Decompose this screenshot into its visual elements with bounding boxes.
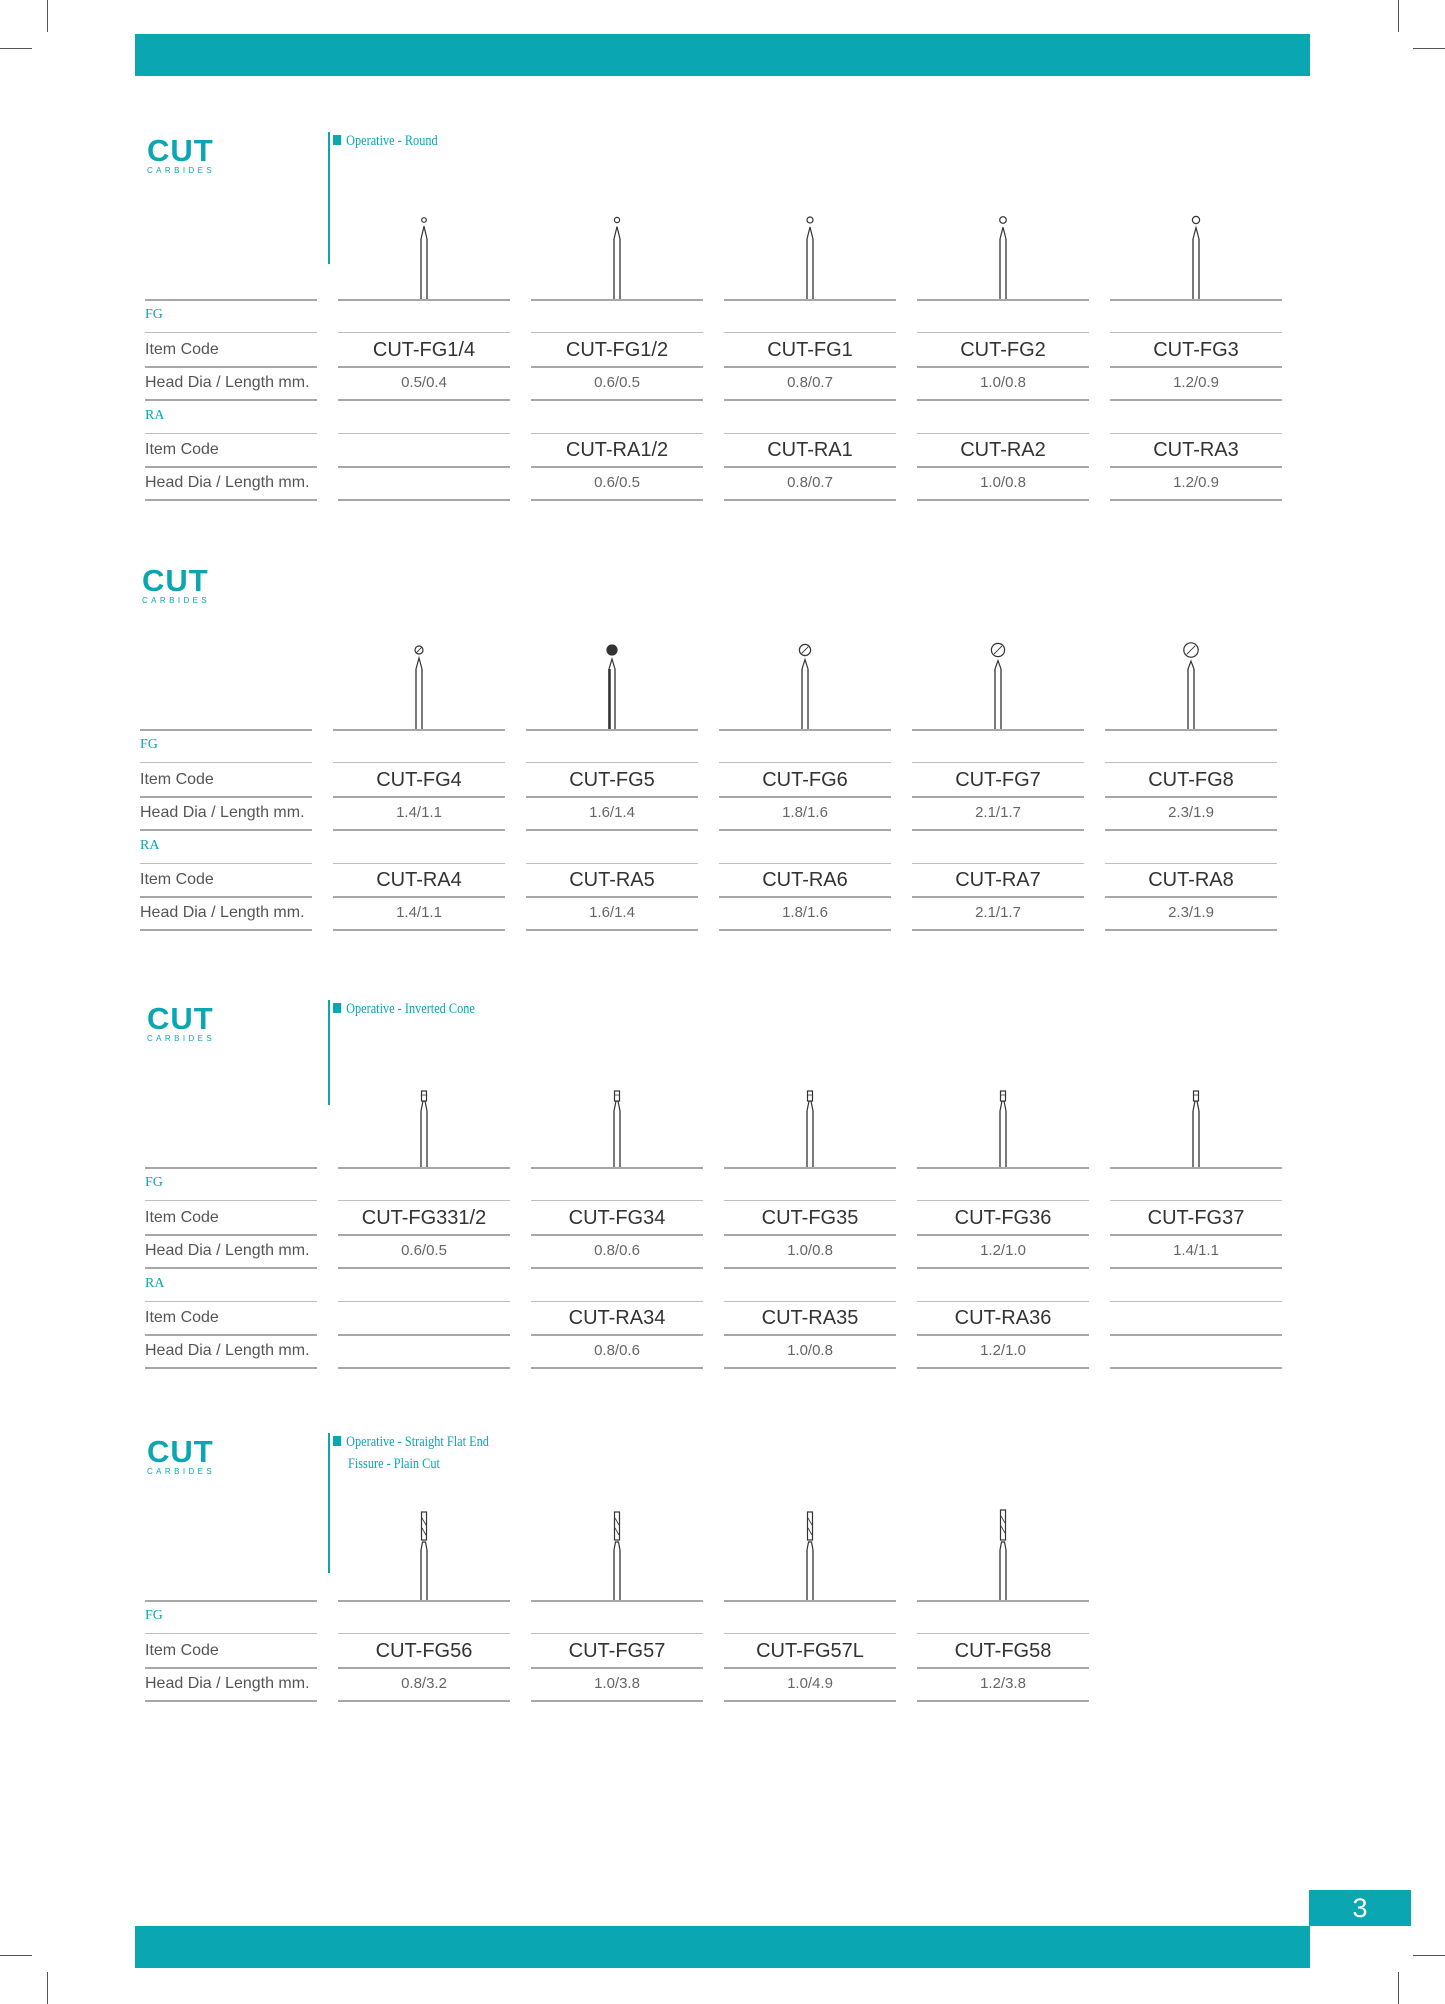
rule bbox=[912, 729, 1084, 731]
rule bbox=[917, 1267, 1089, 1269]
item-code-label: Item Code bbox=[145, 1642, 219, 1659]
rule bbox=[338, 1633, 510, 1634]
item-code bbox=[338, 434, 510, 466]
bur-cell bbox=[409, 209, 439, 299]
item-code: CUT-FG8 bbox=[1148, 769, 1234, 791]
rule bbox=[917, 1367, 1089, 1369]
rule bbox=[724, 499, 896, 501]
rule bbox=[917, 299, 1089, 301]
head-dia-label: Head Dia / Length mm. bbox=[145, 1242, 310, 1259]
rule bbox=[526, 729, 698, 731]
crop-mark bbox=[1413, 1955, 1445, 1956]
category-subtitle: Fissure - Plain Cut bbox=[348, 1456, 440, 1472]
rule bbox=[338, 299, 510, 301]
rule bbox=[719, 829, 891, 831]
head-dimension: 1.8/1.6 bbox=[782, 804, 828, 821]
item-code: CUT-FG4 bbox=[376, 769, 462, 791]
head-dimension: 1.0/4.9 bbox=[787, 1675, 833, 1692]
rule bbox=[338, 332, 510, 333]
item-code: CUT-FG57 bbox=[568, 1640, 666, 1662]
head-dimension bbox=[338, 467, 510, 499]
item-code-label: Item Code bbox=[145, 441, 219, 458]
logo-subtext: CARBIDES bbox=[147, 166, 216, 175]
item-code-label: Item Code bbox=[140, 771, 214, 788]
head-dimension: 1.0/0.8 bbox=[787, 1342, 833, 1359]
logo-word: CUT bbox=[147, 133, 214, 168]
head-dia-label: Head Dia / Length mm. bbox=[145, 1342, 310, 1359]
item-code: CUT-FG5 bbox=[569, 769, 655, 791]
head-dimension: 2.1/1.7 bbox=[975, 804, 1021, 821]
head-dimension: 1.0/0.8 bbox=[787, 1242, 833, 1259]
bur-illustration bbox=[983, 639, 1013, 729]
rule bbox=[1110, 1167, 1282, 1169]
rule bbox=[531, 1167, 703, 1169]
crop-mark bbox=[0, 1955, 32, 1956]
head-dimension: 0.6/0.5 bbox=[594, 374, 640, 391]
item-code-label: Item Code bbox=[145, 1309, 219, 1326]
rule bbox=[1105, 762, 1277, 763]
head-dimension: 1.0/0.8 bbox=[980, 374, 1026, 391]
bur-illustration bbox=[790, 639, 820, 729]
rule bbox=[1110, 399, 1282, 401]
bur-cell bbox=[790, 639, 820, 729]
head-dimension: 1.4/1.1 bbox=[396, 804, 442, 821]
item-code: CUT-RA1 bbox=[767, 439, 853, 461]
head-dimension: 2.3/1.9 bbox=[1168, 904, 1214, 921]
rule bbox=[912, 829, 1084, 831]
category-divider bbox=[328, 1000, 330, 1105]
item-code: CUT-FG1/4 bbox=[372, 339, 476, 361]
head-dimension: 1.2/1.0 bbox=[980, 1242, 1026, 1259]
item-code: CUT-FG331/2 bbox=[361, 1207, 487, 1229]
group-label: FG bbox=[145, 307, 163, 322]
bur-cell bbox=[1181, 209, 1211, 299]
group-label: RA bbox=[140, 838, 160, 853]
item-code: CUT-FG3 bbox=[1153, 339, 1239, 361]
rule bbox=[1110, 499, 1282, 501]
bur-illustration bbox=[602, 209, 632, 299]
bur-cell bbox=[602, 1510, 632, 1600]
item-code: CUT-FG57L bbox=[756, 1640, 864, 1662]
rule bbox=[1110, 299, 1282, 301]
rule bbox=[917, 1633, 1089, 1634]
rule bbox=[145, 332, 317, 333]
item-code-label: Item Code bbox=[145, 1209, 219, 1226]
head-dimension: 1.0/0.8 bbox=[980, 474, 1026, 491]
bur-cell bbox=[409, 1510, 439, 1600]
cut-carbides-logo bbox=[142, 563, 232, 610]
item-code: CUT-RA7 bbox=[955, 869, 1041, 891]
item-code bbox=[338, 1302, 510, 1334]
head-dimension bbox=[338, 1335, 510, 1367]
item-code-label: Item Code bbox=[140, 871, 214, 888]
rule bbox=[338, 1367, 510, 1369]
rule bbox=[724, 1600, 896, 1602]
crop-mark bbox=[47, 1972, 48, 2004]
category-marker bbox=[333, 135, 341, 145]
rule bbox=[724, 299, 896, 301]
rule bbox=[531, 399, 703, 401]
rule bbox=[531, 1633, 703, 1634]
rule bbox=[1105, 829, 1277, 831]
rule bbox=[338, 1700, 510, 1702]
item-code: CUT-RA5 bbox=[569, 869, 655, 891]
rule bbox=[140, 762, 312, 763]
rule bbox=[338, 1267, 510, 1269]
rule bbox=[912, 762, 1084, 763]
rule bbox=[531, 1267, 703, 1269]
category-marker bbox=[333, 1436, 341, 1446]
item-code: CUT-FG1/2 bbox=[565, 339, 669, 361]
head-dimension: 1.2/0.9 bbox=[1173, 474, 1219, 491]
header-band bbox=[135, 34, 1310, 76]
category-divider bbox=[328, 1433, 330, 1573]
rule bbox=[917, 332, 1089, 333]
head-dia-label: Head Dia / Length mm. bbox=[145, 374, 310, 391]
rule bbox=[917, 1700, 1089, 1702]
bur-cell bbox=[404, 639, 434, 729]
bur-illustration bbox=[597, 639, 627, 729]
category-text: Operative - Inverted Cone bbox=[346, 1001, 475, 1017]
rule bbox=[724, 1267, 896, 1269]
head-dimension: 1.6/1.4 bbox=[589, 904, 635, 921]
logo-subtext: CARBIDES bbox=[147, 1034, 216, 1043]
bur-cell bbox=[602, 209, 632, 299]
bur-illustration bbox=[602, 1077, 632, 1167]
logo-word: CUT bbox=[147, 1434, 214, 1469]
item-code: CUT-FG7 bbox=[955, 769, 1041, 791]
rule bbox=[333, 829, 505, 831]
rule bbox=[333, 762, 505, 763]
bur-illustration bbox=[988, 1510, 1018, 1600]
group-label: RA bbox=[145, 408, 165, 423]
rule bbox=[333, 929, 505, 931]
category-text: Operative - Round bbox=[346, 133, 438, 149]
rule bbox=[917, 499, 1089, 501]
bur-illustration bbox=[795, 209, 825, 299]
crop-mark bbox=[1398, 1972, 1399, 2004]
head-dia-label: Head Dia / Length mm. bbox=[145, 1675, 310, 1692]
bur-cell bbox=[988, 1077, 1018, 1167]
rule bbox=[338, 1167, 510, 1169]
head-dimension: 1.2/0.9 bbox=[1173, 374, 1219, 391]
head-dimension: 0.5/0.4 bbox=[401, 374, 447, 391]
rule bbox=[145, 1367, 317, 1369]
item-code: CUT-RA34 bbox=[568, 1307, 666, 1329]
bur-cell bbox=[1176, 639, 1206, 729]
rule bbox=[1110, 1200, 1282, 1201]
group-label: RA bbox=[145, 1276, 165, 1291]
page-number: 3 bbox=[1309, 1890, 1411, 1926]
item-code: CUT-RA6 bbox=[762, 869, 848, 891]
logo-subtext: CARBIDES bbox=[147, 1467, 216, 1476]
rule bbox=[526, 929, 698, 931]
bur-cell bbox=[988, 209, 1018, 299]
rule bbox=[917, 1600, 1089, 1602]
rule bbox=[140, 929, 312, 931]
bur-cell bbox=[795, 1510, 825, 1600]
rule bbox=[917, 1167, 1089, 1169]
head-dimension: 0.8/0.6 bbox=[594, 1342, 640, 1359]
item-code: CUT-FG56 bbox=[375, 1640, 473, 1662]
logo-word: CUT bbox=[142, 563, 209, 598]
crop-mark bbox=[0, 48, 32, 49]
item-code: CUT-RA8 bbox=[1148, 869, 1234, 891]
bur-illustration bbox=[988, 1077, 1018, 1167]
head-dimension: 0.8/0.6 bbox=[594, 1242, 640, 1259]
rule bbox=[145, 499, 317, 501]
rule bbox=[338, 1600, 510, 1602]
head-dia-label: Head Dia / Length mm. bbox=[140, 904, 305, 921]
rule bbox=[724, 399, 896, 401]
bur-illustration bbox=[404, 639, 434, 729]
rule bbox=[333, 729, 505, 731]
rule bbox=[526, 829, 698, 831]
bur-cell bbox=[602, 1077, 632, 1167]
head-dia-label: Head Dia / Length mm. bbox=[145, 474, 310, 491]
crop-mark bbox=[1413, 48, 1445, 49]
head-dia-label: Head Dia / Length mm. bbox=[140, 804, 305, 821]
head-dimension: 0.8/0.7 bbox=[787, 474, 833, 491]
item-code: CUT-FG35 bbox=[761, 1207, 859, 1229]
rule bbox=[1110, 1267, 1282, 1269]
rule bbox=[531, 1700, 703, 1702]
rule bbox=[531, 1367, 703, 1369]
item-code-label: Item Code bbox=[145, 341, 219, 358]
bur-cell bbox=[983, 639, 1013, 729]
head-dimension: 0.6/0.5 bbox=[594, 474, 640, 491]
bur-illustration bbox=[795, 1077, 825, 1167]
bur-illustration bbox=[1181, 209, 1211, 299]
rule bbox=[145, 1633, 317, 1634]
item-code: CUT-RA4 bbox=[376, 869, 462, 891]
bur-illustration bbox=[1181, 1077, 1211, 1167]
bur-illustration bbox=[409, 1077, 439, 1167]
head-dimension: 1.4/1.1 bbox=[1173, 1242, 1219, 1259]
head-dimension: 1.0/3.8 bbox=[594, 1675, 640, 1692]
group-label: FG bbox=[145, 1175, 163, 1190]
category-marker bbox=[333, 1003, 341, 1013]
head-dimension: 0.8/3.2 bbox=[401, 1675, 447, 1692]
head-dimension: 2.1/1.7 bbox=[975, 904, 1021, 921]
item-code: CUT-FG58 bbox=[954, 1640, 1052, 1662]
item-code: CUT-RA35 bbox=[761, 1307, 859, 1329]
item-code: CUT-RA1/2 bbox=[565, 439, 669, 461]
head-dimension: 0.6/0.5 bbox=[401, 1242, 447, 1259]
item-code bbox=[1110, 1302, 1282, 1334]
footer-band bbox=[135, 1926, 1310, 1968]
head-dimension: 1.4/1.1 bbox=[396, 904, 442, 921]
rule bbox=[338, 399, 510, 401]
cut-carbides-logo bbox=[147, 1001, 237, 1048]
rule bbox=[724, 1700, 896, 1702]
rule bbox=[724, 1367, 896, 1369]
rule bbox=[531, 1600, 703, 1602]
bur-cell bbox=[597, 639, 627, 729]
rule bbox=[531, 332, 703, 333]
bur-cell bbox=[1181, 1077, 1211, 1167]
rule bbox=[145, 1700, 317, 1702]
item-code: CUT-RA3 bbox=[1153, 439, 1239, 461]
rule bbox=[917, 399, 1089, 401]
rule bbox=[531, 499, 703, 501]
item-code: CUT-FG6 bbox=[762, 769, 848, 791]
crop-mark bbox=[1398, 0, 1399, 32]
head-dimension: 1.6/1.4 bbox=[589, 804, 635, 821]
category-divider bbox=[328, 132, 330, 264]
rule bbox=[1105, 729, 1277, 731]
bur-cell bbox=[988, 1510, 1018, 1600]
rule bbox=[531, 1200, 703, 1201]
head-dimension: 0.8/0.7 bbox=[787, 374, 833, 391]
rule bbox=[724, 332, 896, 333]
rule bbox=[1110, 332, 1282, 333]
category-title bbox=[333, 130, 438, 152]
logo-subtext: CARBIDES bbox=[142, 596, 211, 605]
item-code: CUT-FG34 bbox=[568, 1207, 666, 1229]
rule bbox=[338, 499, 510, 501]
bur-illustration bbox=[795, 1510, 825, 1600]
rule bbox=[1105, 929, 1277, 931]
item-code: CUT-FG1 bbox=[767, 339, 853, 361]
cut-carbides-logo bbox=[147, 133, 237, 180]
rule bbox=[145, 1200, 317, 1201]
item-code: CUT-RA36 bbox=[954, 1307, 1052, 1329]
head-dimension: 1.2/1.0 bbox=[980, 1342, 1026, 1359]
rule bbox=[338, 1200, 510, 1201]
item-code: CUT-RA2 bbox=[960, 439, 1046, 461]
rule bbox=[912, 929, 1084, 931]
bur-illustration bbox=[409, 1510, 439, 1600]
bur-cell bbox=[795, 209, 825, 299]
item-code: CUT-FG36 bbox=[954, 1207, 1052, 1229]
head-dimension bbox=[1110, 1335, 1282, 1367]
rule bbox=[1110, 1367, 1282, 1369]
rule bbox=[719, 729, 891, 731]
head-dimension: 1.2/3.8 bbox=[980, 1675, 1026, 1692]
bur-illustration bbox=[988, 209, 1018, 299]
cut-carbides-logo bbox=[147, 1434, 237, 1481]
bur-illustration bbox=[602, 1510, 632, 1600]
rule bbox=[724, 1200, 896, 1201]
head-dimension: 1.8/1.6 bbox=[782, 904, 828, 921]
bur-cell bbox=[409, 1077, 439, 1167]
category-title bbox=[333, 998, 475, 1020]
item-code: CUT-FG37 bbox=[1147, 1207, 1245, 1229]
bur-illustration bbox=[1176, 639, 1206, 729]
rule bbox=[724, 1167, 896, 1169]
bur-cell bbox=[795, 1077, 825, 1167]
rule bbox=[531, 299, 703, 301]
rule bbox=[917, 1200, 1089, 1201]
rule bbox=[724, 1633, 896, 1634]
group-label: FG bbox=[140, 737, 158, 752]
logo-word: CUT bbox=[147, 1001, 214, 1036]
category-title bbox=[333, 1431, 489, 1453]
rule bbox=[526, 762, 698, 763]
crop-mark bbox=[47, 0, 48, 32]
bur-illustration bbox=[409, 209, 439, 299]
category-text: Operative - Straight Flat End bbox=[346, 1434, 489, 1450]
rule bbox=[719, 762, 891, 763]
group-label: FG bbox=[145, 1608, 163, 1623]
item-code: CUT-FG2 bbox=[960, 339, 1046, 361]
head-dimension: 2.3/1.9 bbox=[1168, 804, 1214, 821]
rule bbox=[719, 929, 891, 931]
